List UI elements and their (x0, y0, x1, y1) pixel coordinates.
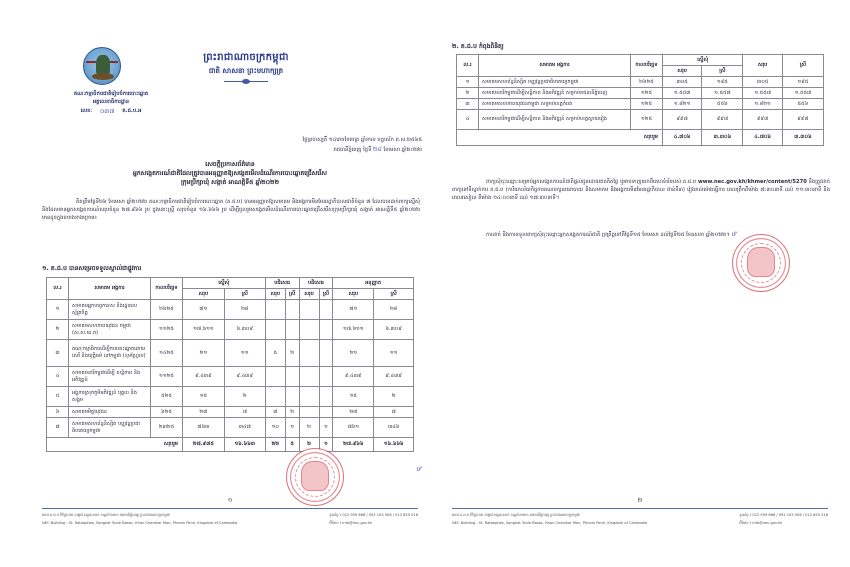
row-rej-total (265, 320, 285, 340)
total-can-female: ១ (319, 438, 333, 452)
row-date: ២៣២៥ (151, 418, 183, 438)
footer-address-en: NEC Building : St. Rataaphes, Sangkat Tonle Basac, Khan Chamkar Mon, Phnom Penh, Kingdom of Cambodia (452, 520, 648, 525)
row-app-female: ២ (374, 387, 414, 407)
col-requested: ស្នើសុំ (663, 55, 743, 66)
footer-email: អ៊ីមែល ៖ info@nec.gov.kh (329, 520, 373, 525)
row-can-female (319, 367, 333, 387)
row-rej-total: ១០ (265, 418, 285, 438)
row-org-name: សមាគមសហព័ន្ធនិស្សិត បញ្ញវន្តប្រជាធិបតេយ្យកម្ពុជា (69, 418, 151, 438)
row-no: ៣ (457, 99, 479, 110)
row-date: ១៤២៥ (151, 340, 183, 367)
official-red-seal (732, 234, 790, 292)
paragraph-1b: និងត្រូវដាក់ពាក្យនៅទីស្នាក់ការ គ.ជ.ប (ការិយាល័យកិច្ចការគណបក្សនយោបាយ និងសមាគម និងអង្គការមិនមែនរដ្ឋាភិបាល ជាន់ទី៣) រៀងរាល់ម៉ោងធ្វើការ ពេលព្រឹកពីម៉ោង ៧:៣០នាទី ដល់ ១១:៣០នាទី និងពេលរសៀល ពីម៉ោង ១៤:០០នាទី ដល់ ១៧:៣០នាទី។ (452, 179, 830, 202)
row-app-female: ៦.៣០៩ (374, 320, 414, 340)
row-rej-total (265, 387, 285, 407)
title-line-1: សេចក្តីប្រកាសព័ត៌មាន (205, 161, 255, 168)
row-req-total: ៩៩៧ (663, 110, 702, 130)
col-approved: អនុញ្ញាត (333, 278, 414, 289)
row-can-female (319, 340, 333, 367)
row-req-female: ៩៩៧ (702, 110, 743, 130)
sub-female: ស្រី (319, 289, 333, 300)
row-req-female: ៦.៣០៩ (224, 320, 265, 340)
seal-emblem (747, 247, 775, 277)
row-no: ៧ (47, 418, 69, 438)
national-motto: ជាតិ សាសនា ព្រះមហាក្សត្រ (208, 67, 284, 75)
row-org-name: សមាគមមិត្តយុវជន (69, 407, 151, 418)
document-page-1 (36, 30, 424, 545)
row-org-name: សមាគមនារីកម្ពុជាដើម្បីសន្តិភាព និងអភិវឌ្ឍន៍ សម្រាប់ខេត្តស្វាយរៀង (479, 110, 631, 130)
initials-mark: ឋ⁄ (416, 466, 421, 473)
total-app-female: ១៦.៦៦៦ (374, 438, 414, 452)
row-app-total: ១៧.៦១១ (333, 320, 374, 340)
row-app-female: ២៨ (374, 300, 414, 320)
row-req-female: ១១ (224, 340, 265, 367)
row-req-total: ២៧ (183, 407, 225, 418)
row-no: ៥ (47, 387, 69, 407)
row-no: ៣ (47, 340, 69, 367)
sub-total: សរុប (183, 289, 225, 300)
row-app-female: ៣៤៦ (374, 418, 414, 438)
row-date: ២៦២៥ (631, 77, 663, 88)
row-rej-total (265, 367, 285, 387)
row-rej-female: ២ (285, 340, 299, 367)
row-org-name: សមាគមនារីកម្ពុជាដើម្បីសន្តិភាព និងអភិវឌ្ឍន៍ សម្រាប់រាជធានីភ្នំពេញ (479, 88, 631, 99)
sub-female: ស្រី (374, 289, 414, 300)
row-no: ១ (47, 300, 69, 320)
row-date: ១២៥ (631, 110, 663, 130)
row-app-total: ២១ (333, 340, 374, 367)
total-label: សរុបរួម (47, 438, 183, 452)
col-cancelled: បដិសេធ (299, 278, 333, 289)
row-req-female: ៩.៤៣៩ (224, 367, 265, 387)
solar-day-handwritten: ២៨ (373, 145, 382, 153)
ornament-divider (224, 81, 268, 82)
ref-suffix: គ.ជ.ប.អ (122, 107, 142, 114)
row-date: ១១២៥ (151, 320, 183, 340)
row-date: ២៦២៥ (151, 300, 183, 320)
table-row (457, 77, 824, 88)
row-date: ៥២៥ (151, 387, 183, 407)
row-can-total: ២ (299, 418, 319, 438)
table-row (47, 418, 414, 438)
row-no: ៤ (47, 367, 69, 387)
row-rej-female (285, 367, 299, 387)
ref-label: លេខៈ (80, 107, 93, 114)
date-block (222, 136, 422, 155)
row-can-total (299, 300, 319, 320)
row-no: ៦ (47, 407, 69, 418)
row-can-total (299, 340, 319, 367)
under-review-table (456, 54, 824, 146)
total-rej-female: ៥ (285, 438, 299, 452)
row-req-female: ៧ (224, 407, 265, 418)
row-rej-female: ២ (285, 407, 299, 418)
row-rej-total: ៥ (265, 340, 285, 367)
col-date: កាលបរិច្ឆេទ (151, 278, 183, 300)
row-can-female: ១ (319, 418, 333, 438)
sub-female: ស្រី (285, 289, 299, 300)
row-app-female: ១១ (374, 340, 414, 367)
solar-date-prefix: រាជធានីភ្នំពេញ ថ្ងៃទី (333, 146, 372, 153)
row-rej-female (285, 320, 299, 340)
application-info-paragraph (452, 178, 830, 202)
table-row (47, 367, 414, 387)
row-date: ១២៥ (631, 88, 663, 99)
col-total: សរុប (743, 55, 782, 77)
row-req-total: ១.៥៥៧ (663, 88, 702, 99)
row-female: ៥៥៦ (782, 99, 823, 110)
row-app-total: ២៧ (333, 407, 374, 418)
table-row (47, 320, 414, 340)
col-org: សមាគម អង្គការ (69, 278, 151, 300)
row-date: ១២៥ (631, 99, 663, 110)
org-name: គណៈកម្មាធិការជាតិរៀបចំការបោះឆ្នោត (73, 91, 149, 97)
total-female: ៣.៣០៦ (782, 130, 823, 146)
paragraph-1a: ពាក្យសុំចុះឈ្មោះសម្រាប់អ្នកសង្កេតការណ៍ជាតិផ្តល់ជូនដោយឥតគិតថ្លៃ ឬអាចទាញយកពីគេហទំព័ររបស់ គ.ជ.ប (486, 179, 697, 185)
col-date: កាលបរិច្ឆេទ (631, 55, 663, 77)
total-total: ៤.៧០៦ (743, 130, 782, 146)
row-date: ៦២៥ (151, 407, 183, 418)
col-rejected: បដិសេធ (265, 278, 299, 289)
footer-phone: ទូរស័ព្ទ ៖ 012 959 666 / 092 105 506 / 012 855 018 (739, 513, 828, 517)
initials-mark: ឋ⁄ (731, 231, 737, 238)
total-app-total: ២៧.៩៦៦ (333, 438, 374, 452)
row-can-total (299, 367, 319, 387)
row-req-female: ២ (224, 387, 265, 407)
logo-arm-left (86, 61, 96, 63)
row-rej-female (285, 387, 299, 407)
row-rej-total: ៧ (265, 407, 285, 418)
row-can-total (299, 407, 319, 418)
page-number: ១ (227, 497, 233, 504)
approved-observers-table (46, 277, 414, 452)
row-can-total (299, 387, 319, 407)
row-total: ៣០៥ (743, 77, 782, 88)
total-rej-total: ២២ (265, 438, 285, 452)
sub-total: សរុប (265, 289, 285, 300)
row-no: ២ (47, 320, 69, 340)
footer-phone: ទូរស័ព្ទ ៖ 012 959 666 / 092 105 506 / 012 855 018 (329, 513, 418, 517)
sub-total: សរុប (663, 66, 702, 77)
row-rej-total (265, 300, 285, 320)
document-title (36, 160, 424, 187)
row-req-total: ៧១ (183, 300, 225, 320)
row-app-total: ៧៦១ (333, 418, 374, 438)
table-row (457, 88, 824, 99)
row-req-total: ១.៨២១ (663, 99, 702, 110)
sub-female: ស្រី (224, 289, 265, 300)
row-total: ១.៨២១ (743, 99, 782, 110)
total-req-total: ២៧.៩៧៥ (183, 438, 225, 452)
solar-date-suffix: ខែមេសា ឆ្នាំ២០២២ (383, 146, 422, 153)
row-org-name: គណៈកម្មាធិការដើម្បីការបោះឆ្នោតដោយសេរី និងយុត្តិធម៌ នៅកម្ពុជា (ខុមហ្វ្រែល) (69, 340, 151, 367)
total-req-total: ៤.៧០៦ (663, 130, 702, 146)
col-female: ស្រី (782, 55, 823, 77)
row-req-female: ៥៥៦ (702, 99, 743, 110)
page-number: ២ (637, 497, 643, 504)
row-app-total: ១៥ (333, 387, 374, 407)
row-org-name: សមាគមនារីកម្ពុជាដើម្បី សន្តិភាព និងអភិវឌ្ឍន៍ (69, 367, 151, 387)
row-rej-female: ១ (285, 418, 299, 438)
logo-figure (96, 55, 110, 75)
row-org-name: សមាគមអ្នកបច្ចេកទេស និងរដ្ឋបាល ស្ម័គ្រចិត្ត (69, 300, 151, 320)
table-row (457, 110, 824, 130)
row-req-total: ៧៦៣ (183, 418, 225, 438)
footer-address-en: NEC Building : St. Rataaphes, Sangkat Tonle Basac, Khan Chamkar Mon, Phnom Penh, Kingdom of Cambodia (42, 520, 238, 525)
row-total: ៩៩៧ (743, 110, 782, 130)
intro-paragraph: គិតត្រឹមថ្ងៃទី២៦ ខែមេសា ឆ្នាំ២០២២ គណៈកម្មាធិការជាតិរៀបចំការបោះឆ្នោត (គ.ជ.ប) បានអនុញ្ញាតឱ្យសមាគម និងអង្គការមិនមែនរដ្ឋាភិបាលជាតិចំនួន ៧ ដែលបានដាក់ពាក្យស្នើសុំ និងដែលមានអ្នកសង្កេតការណ៍សរុបចំនួន ២៧.៩៦៦ រូប ក្នុងនោះស្ត្រី សរុបចំនួន ១៦.៦៦៦ រូប ដើម្បីចូលរួមសង្កេតមើលដំណើរការបោះឆ្នោតជ្រើសរើសក្រុមប្រឹក្សាឃុំ សង្កាត់ អាណត្តិទី៥ ឆ្នាំ២០២២ មានដូចក្នុងតារាងខាងក្រោម៖ (42, 199, 420, 222)
row-no: ២ (457, 88, 479, 99)
col-no: ល.រ (457, 55, 479, 77)
table-row (47, 407, 414, 418)
issuing-organization (56, 90, 166, 116)
nec-url-link[interactable]: www.nec.gov.kh/khmer/content/5270 (697, 179, 807, 185)
title-line-2: អ្នកសង្កេតការណ៍ជាតិដែលត្រូវបានអនុញ្ញាតឱ្យសង្កេតមើលដំណើរការបោះឆ្នោតជ្រើសរើស (133, 170, 327, 177)
solar-date (222, 145, 422, 155)
row-req-female: ២៨ (224, 300, 265, 320)
kingdom-title: ព្រះរាជាណាចក្រកម្ពុជា (203, 52, 289, 63)
sub-total: សរុប (333, 289, 374, 300)
row-date: ១១២៥ (151, 367, 183, 387)
footer-address-kh: អគារ គ.ជ.ប វិថីព្រះរាជ សង្កាត់ទន្លេបាសាក់ ខណ្ឌចំការមន រាជធានីភ្នំពេញ ព្រះរាជាណាចក្រកម្ពុជា (42, 513, 171, 517)
total-can-total: ២ (299, 438, 319, 452)
lunar-date: ថ្ងៃព្រហស្បតិ៍ ១៤រោចខែចេត្រ ឆ្នាំខាល ចត្វាស័ក ព.ស.២៥៦៥ (302, 137, 422, 143)
row-can-female (319, 387, 333, 407)
row-app-total: ៩.៤៣៩ (333, 367, 374, 387)
row-can-total (299, 320, 319, 340)
reference-line (56, 107, 166, 117)
page-footer (42, 512, 418, 527)
table-row (47, 387, 414, 407)
table-row (47, 340, 414, 367)
row-app-total: ៧១ (333, 300, 374, 320)
section-2-heading: ២. គ.ជ.ប កំពុងពិនិត្យ (452, 43, 504, 50)
col-org: សមាគម អង្គការ (479, 55, 631, 77)
row-no: ១ (457, 77, 479, 88)
footer-rule (452, 508, 828, 509)
nec-logo-emblem (83, 47, 121, 85)
row-req-total: ១៥ (183, 387, 225, 407)
row-req-female: ៣៤៧ (224, 418, 265, 438)
row-can-female (319, 407, 333, 418)
footer-rule (42, 508, 418, 509)
table-total-row (47, 438, 414, 452)
footer-address-kh: អគារ គ.ជ.ប វិថីព្រះរាជ សង្កាត់ទន្លេបាសាក់ ខណ្ឌចំការមន រាជធានីភ្នំពេញ ព្រះរាជាណាចក្រកម្ពុជា (452, 513, 581, 517)
col-requested: ស្នើសុំ (183, 278, 266, 289)
row-org-name: សមាគមសហភាពយុវជន កម្ពុជា (ស.ស.យ.ក) (69, 320, 151, 340)
row-female: ១៩៥ (782, 77, 823, 88)
total-req-female: ៣.៣០៦ (702, 130, 743, 146)
row-can-female (319, 320, 333, 340)
row-app-female: ៩.៤៣៩ (374, 367, 414, 387)
title-line-3: ក្រុមប្រឹក្សាឃុំ សង្កាត់ អាណត្តិទី៥ ឆ្នាំ២០២២ (180, 179, 280, 186)
table-total-row (457, 130, 824, 146)
row-org-name: សមាគមសហព័ន្ធនិស្សិត បញ្ញវន្តប្រជាធិបតេយ្យកម្ពុជា (479, 77, 631, 88)
row-female: ១.៥៥៧ (782, 88, 823, 99)
kingdom-heading (186, 50, 306, 82)
row-req-female: ១៩៥ (702, 77, 743, 88)
table-row (457, 99, 824, 110)
row-req-female: ១.៥៥៧ (702, 88, 743, 99)
sub-total: សរុប (299, 289, 319, 300)
row-org-name: សមាគមសហភាពយុវជនកម្ពុជា សម្រាប់ខេត្តកំពត (479, 99, 631, 110)
row-req-total: ៩.៤៣៩ (183, 367, 225, 387)
document-page-2 (446, 30, 834, 545)
row-no: ៤ (457, 110, 479, 130)
row-req-total: ១៧.៦១១ (183, 320, 225, 340)
sub-female: ស្រី (702, 66, 743, 77)
table-row (47, 300, 414, 320)
footer-email: អ៊ីមែល ៖ info@nec.gov.kh (739, 520, 783, 525)
ref-number: ០៣៧ (100, 107, 115, 115)
page-footer (452, 512, 828, 527)
logo-base (92, 73, 114, 80)
row-app-female: ៧ (374, 407, 414, 418)
section-1-heading: ១. គ.ជ.ប បានសម្រេចទទួលស្គាល់ជាផ្លូវការ (42, 265, 142, 272)
row-total: ១.៥៥៧ (743, 88, 782, 99)
col-no: ល.រ (47, 278, 69, 300)
row-female: ៩៩៧ (782, 110, 823, 130)
row-can-female (319, 300, 333, 320)
org-department: អគ្គលេខាធិការដ្ឋាន (92, 99, 130, 106)
row-org-name: អង្គការស្រុកភូមិអភិវឌ្ឍន៍ បុគ្គល និងសង្គម (69, 387, 151, 407)
row-req-total: ២១ (183, 340, 225, 367)
row-req-total: ៣០៥ (663, 77, 702, 88)
paragraph-2: ការដាក់ និងការទទួលពាក្យសុំចុះឈ្មោះអ្នកសង្កេតការណ៍ជាតិ ប្រព្រឹត្តទៅពីថ្ងៃទី១៥ ខែមេសា ដល់ថ្ងៃទី២៥ ខែឧសភា ឆ្នាំ២០២២។ (486, 232, 730, 238)
total-req-female: ១៦.៦៦៣ (224, 438, 265, 452)
total-label: សរុបរួម (457, 130, 663, 146)
seal-emblem (301, 461, 329, 491)
row-rej-female (285, 300, 299, 320)
